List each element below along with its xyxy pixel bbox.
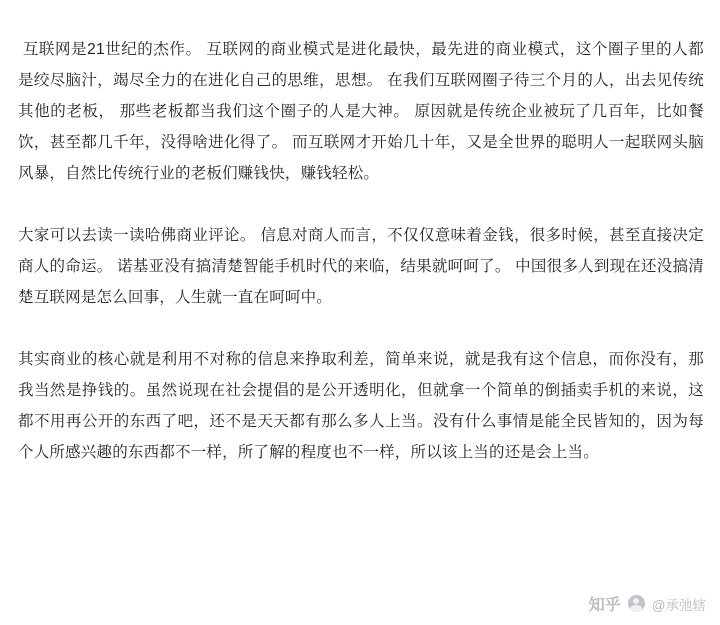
article-body: [18, 34, 704, 499]
watermark-author-name: @承弛辖: [651, 597, 706, 613]
paragraph-2: 大家可以去读一读哈佛商业评论。 信息对商人而言，不仅仅意味着金钱，很多时候，甚至直接决定商人的命运。 诺基亚没有搞清楚智能手机时代的来临，结果就呵呵了。 中国很多人到现在还没搞清楚互联网是怎么回事，人生就一直在呵呵中。: [18, 227, 704, 306]
user-avatar-icon: [628, 595, 645, 612]
zhihu-logo: 知乎: [588, 595, 621, 614]
watermark: [589, 592, 706, 615]
paragraph-3: 其实商业的核心就是利用不对称的信息来挣取利差，简单来说，就是我有这个信息，而你没有，那我当然是挣钱的。虽然说现在社会提倡的是公开透明化，但就拿一个简单的倒插卖手机的来说，这都不用再公开的东西了吧，还不是天天都有那么多人上当。没有什么事情是能全民皆知的，因为每个人所感兴趣的东西都不一样，所了解的程度也不一样，所以该上当的还是会上当。: [18, 351, 704, 461]
paragraph-1: 互联网是21世纪的杰作。 互联网的商业模式是进化最快，最先进的商业模式，这个圈子里的人都是绞尽脑汁，竭尽全力的在进化自己的思维，思想。 在我们互联网圈子待三个月的人，出去见传统其他的老板， 那些老板都当我们这个圈子的人是大神。 原因就是传统企业被玩了几百年，比如餐饮，甚至都几千年，没得啥进化得了。 而互联网才开始几十年，又是全世界的聪明人一起联网头脑风暴，自然比传统行业的老板们赚钱快，赚钱轻松。: [18, 41, 704, 182]
